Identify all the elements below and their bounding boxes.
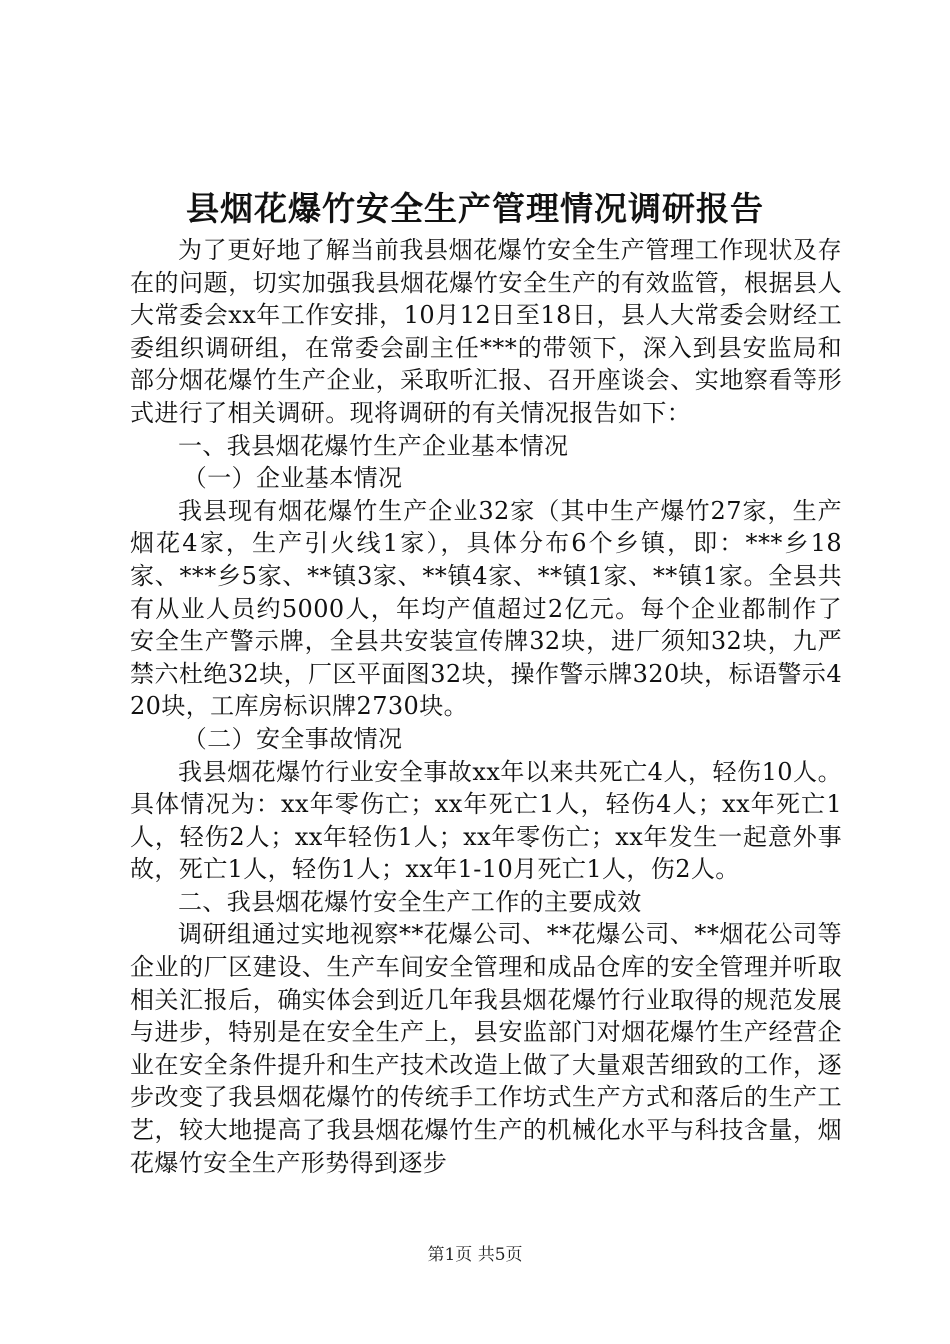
section-heading-1: 一、我县烟花爆竹生产企业基本情况: [178, 431, 569, 460]
achievements-paragraph: 调研组通过实地视察**花爆公司、**花爆公司、**烟花公司等企业的厂区建设、生产车间安全管理和成品仓库的安全管理并听取相关汇报后，确实体会到近几年我县烟花爆竹行业取得的规范发展与进步，特别是在安全生产上，县安监部门对烟花爆竹生产经营企业在安全条件提升和生产技术改造上做了大量艰苦细致的工作，逐步改变了我县烟花爆竹的传统手工作坊式生产方式和落后的生产工艺，较大地提高了我县烟花爆竹生产的机械化水平与科技含量，烟花爆竹安全生产形势得到逐步: [130, 920, 842, 1177]
document-title: 县烟花爆竹安全生产管理情况调研报告: [186, 189, 764, 228]
subsection-heading-2: （二）安全事故情况: [182, 724, 403, 753]
section-heading-2: 二、我县烟花爆竹安全生产工作的主要成效: [178, 887, 642, 916]
document-body: [130, 234, 842, 1179]
accidents-paragraph: 我县烟花爆竹行业安全事故xx年以来共死亡4人，轻伤10人。具体情况为：xx年零伤亡；xx年死亡1人，轻伤4人；xx年死亡1人，轻伤2人；xx年轻伤1人；xx年零伤亡；xx年发生一起意外事故，死亡1人，轻伤1人；xx年1-10月死亡1人，伤2人。: [130, 757, 842, 884]
enterprise-basics-paragraph: 我县现有烟花爆竹生产企业32家（其中生产爆竹27家，生产烟花4家，生产引火线1家），具体分布6个乡镇，即：***乡18家、***乡5家、**镇3家、**镇4家、**镇1家、**镇1家。全县共有从业人员约5000人，年均产值超过2亿元。每个企业都制作了安全生产警示牌，全县共安装宣传牌32块，进厂须知32块，九严禁六杜绝32块，厂区平面图32块，操作警示牌320块，标语警示420块，工库房标识牌2730块。: [130, 496, 842, 721]
page-footer: 第1页 共5页: [427, 1245, 523, 1265]
intro-paragraph: 为了更好地了解当前我县烟花爆竹安全生产管理工作现状及存在的问题，切实加强我县烟花爆竹安全生产的有效监管，根据县人大常委会xx年工作安排，10月12日至18日，县人大常委会财经工委组织调研组，在常委会副主任***的带领下，深入到县安监局和部分烟花爆竹生产企业，采取听汇报、召开座谈会、实地察看等形式进行了相关调研。现将调研的有关情况报告如下：: [130, 236, 842, 427]
subsection-heading-1: （一）企业基本情况: [182, 464, 403, 493]
